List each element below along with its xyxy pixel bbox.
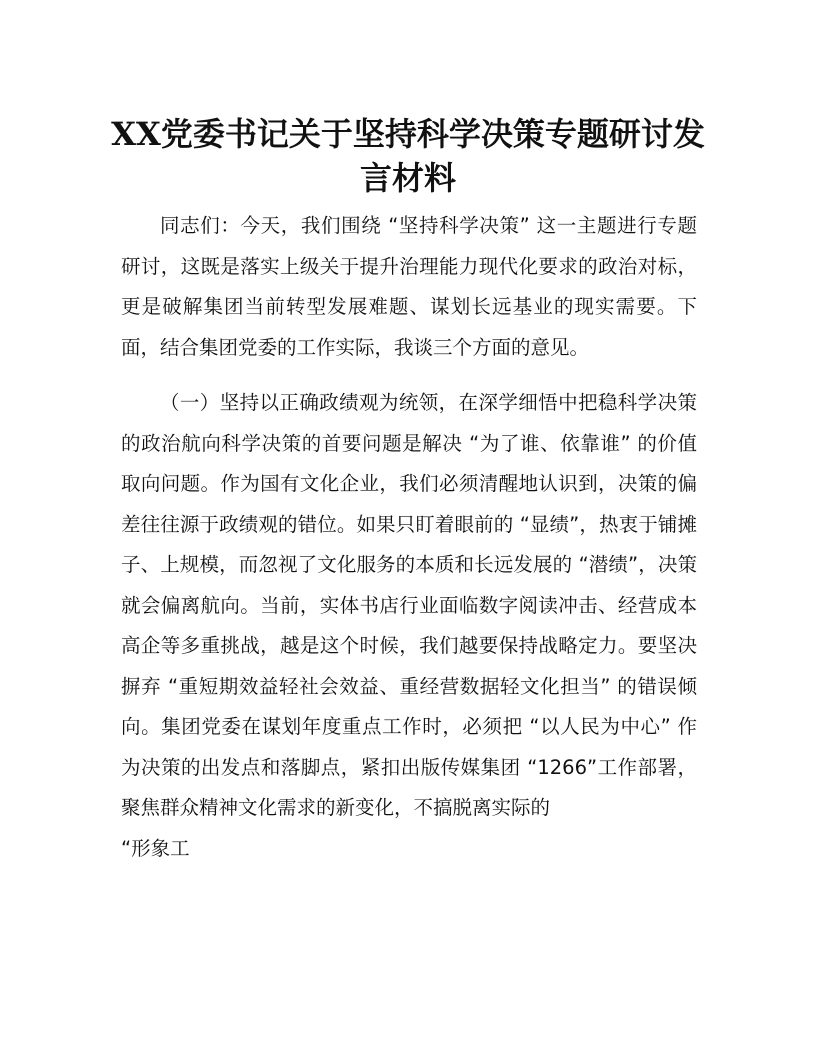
paragraph-section-one-text: （一）坚持以正确政绩观为统领，在深学细悟中把稳科学决策的政治航向科学决策的首要问题是解决 “为了谁、依靠谁” 的价值取向问题。作为国有文化企业，我们必须清醒地认识到，决策的偏差往往源于政绩观的错位。如果只盯着眼前的 “显绩”，热衷于铺摊子、上规模，而忽视了文化服务的本质和长远发展的 “潜绩”，决策就会偏离航向。当前，实体书店行业面临数字阅读冲击、经营成本高企等多重挑战，越是这个时候，我们越要保持战略定力。要坚决摒弃 “重短期效益轻社会效益、重经营数据轻文化担当” 的错误倾向。集团党委在谋划年度重点工作时，必须把 “以人民为中心” 作为决策的出发点和落脚点，紧扣出版传媒集团 “1266”工作部署，聚焦群众精神文化需求的新变化，不搞脱离实际的 <box>121 391 697 819</box>
paragraph-trailing-line: “形象工 <box>121 836 190 860</box>
document-body <box>121 206 697 869</box>
document-title: XX党委书记关于坚持科学决策专题研讨发言材料 <box>111 115 705 197</box>
paragraph-intro: 同志们：今天，我们围绕 “坚持科学决策” 这一主题进行专题研讨，这既是落实上级关于提升治理能力现代化要求的政治对标，更是破解集团当前转型发展难题、谋划长远基业的现实需要。下面，结合集团党委的工作实际，我谈三个方面的意见。 <box>121 214 697 359</box>
paragraph-section-one <box>121 383 697 869</box>
